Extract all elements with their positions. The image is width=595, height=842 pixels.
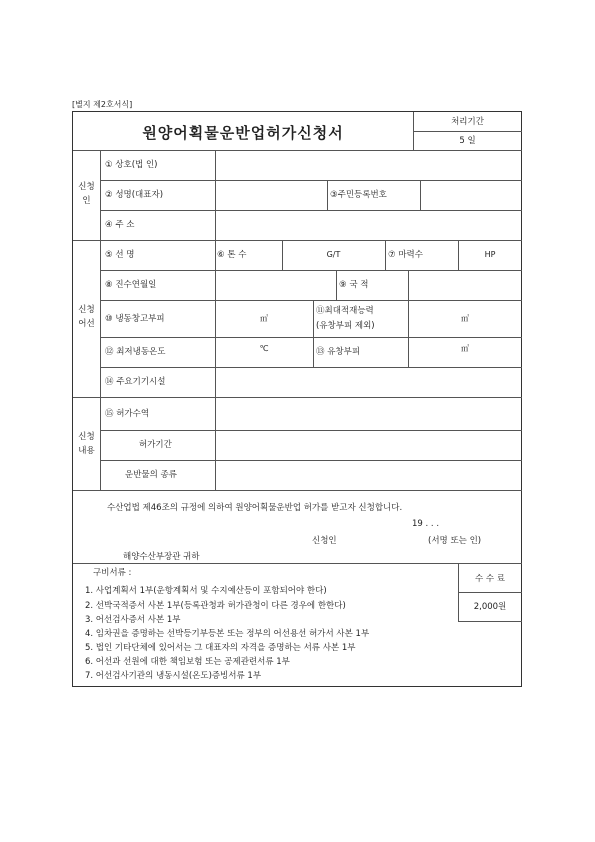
fee-label: 수 수 료 [474, 574, 506, 584]
horsepower-unit: HP [484, 250, 496, 259]
label-oil-tank: ⑬ 유창부피 [316, 347, 361, 357]
label-company: ① 상호(법 인) [105, 160, 158, 170]
document-item: 1. 사업계획서 1부(운항계획서 및 수지예산등이 포함되어야 한다) [85, 586, 327, 596]
max-load-unit: ㎥ [461, 314, 469, 323]
processing-period-label: 처리기간 [451, 117, 484, 127]
oil-tank-unit: ㎥ [461, 344, 469, 353]
application-form [72, 111, 522, 687]
label-max-load: ⑪최대적재능력 [316, 306, 374, 316]
label-horsepower: ⑦ 마력수 [388, 250, 423, 260]
section-applicant-line2: 인 [82, 196, 91, 206]
application-date: 19 . . . [412, 519, 440, 529]
label-min-freeze-temp: ⑫ 최저냉동온도 [105, 347, 166, 357]
label-cargo-type: 운반물의 종류 [125, 470, 177, 480]
form-title: 원양어획물운반업허가신청서 [142, 124, 344, 142]
freezer-volume-unit: ㎥ [260, 314, 268, 323]
label-representative: ② 성명(대표자) [105, 190, 164, 200]
recipient: 해양수산부장관 귀하 [123, 552, 200, 562]
fee-value: 2,000원 [473, 602, 507, 612]
label-launch-date: ⑧ 진수연월일 [105, 280, 157, 290]
section-vessel-line2: 어선 [78, 319, 95, 329]
label-nationality: ⑨ 국 적 [339, 280, 369, 290]
applicant-label: 신청인 [312, 536, 337, 546]
section-vessel-line1: 신청 [78, 305, 95, 315]
document-item: 7. 어선검사기관의 냉동시설(온도)증빙서류 1부 [85, 671, 262, 681]
label-tonnage: ⑥ 톤 수 [217, 250, 247, 260]
document-item: 3. 어선검사증서 사본 1부 [85, 615, 181, 625]
label-freezer-volume: ⑩ 냉동창고부피 [105, 314, 165, 324]
temp-unit: ℃ [259, 344, 269, 353]
section-content-line2: 내용 [78, 446, 95, 456]
form-code: [별지 제2호서식] [72, 100, 133, 109]
document-item: 4. 임차권을 증명하는 선박등기부등본 또는 정부의 어선용선 허가서 사본 1부 [85, 629, 370, 639]
signature-label: (서명 또는 인) [428, 536, 482, 546]
label-max-load-note: (유창부피 제외) [316, 321, 375, 331]
application-statement: 수산업법 제46조의 규정에 의하여 원양어획물운반업 허가를 받고자 신청합니다. [107, 503, 403, 513]
document-item: 5. 법인 기타단체에 있어서는 그 대표자의 자격을 증명하는 서류 사본 1부 [85, 643, 356, 653]
label-resident-number: ③주민등록번호 [330, 190, 387, 200]
processing-period-value: 5 일 [459, 136, 476, 146]
label-vessel-name: ⑤ 선 명 [105, 250, 135, 260]
tonnage-unit: G/T [326, 250, 341, 259]
label-permit-area: ⑮ 허가수역 [105, 409, 150, 419]
section-applicant-line1: 신청 [78, 182, 95, 192]
document-item: 2. 선박국적증서 사본 1부(등록관청과 허가관청이 다른 경우에 한한다) [85, 601, 346, 611]
documents-heading: 구비서류 : [93, 568, 132, 578]
document-item: 6. 어선과 선원에 대한 책임보험 또는 공제관련서류 1부 [85, 657, 290, 667]
label-main-equipment: ⑭ 주요기기시설 [105, 377, 166, 387]
label-permit-period: 허가기간 [139, 440, 172, 450]
section-content-line1: 신청 [78, 432, 95, 442]
label-address: ④ 주 소 [105, 220, 135, 230]
